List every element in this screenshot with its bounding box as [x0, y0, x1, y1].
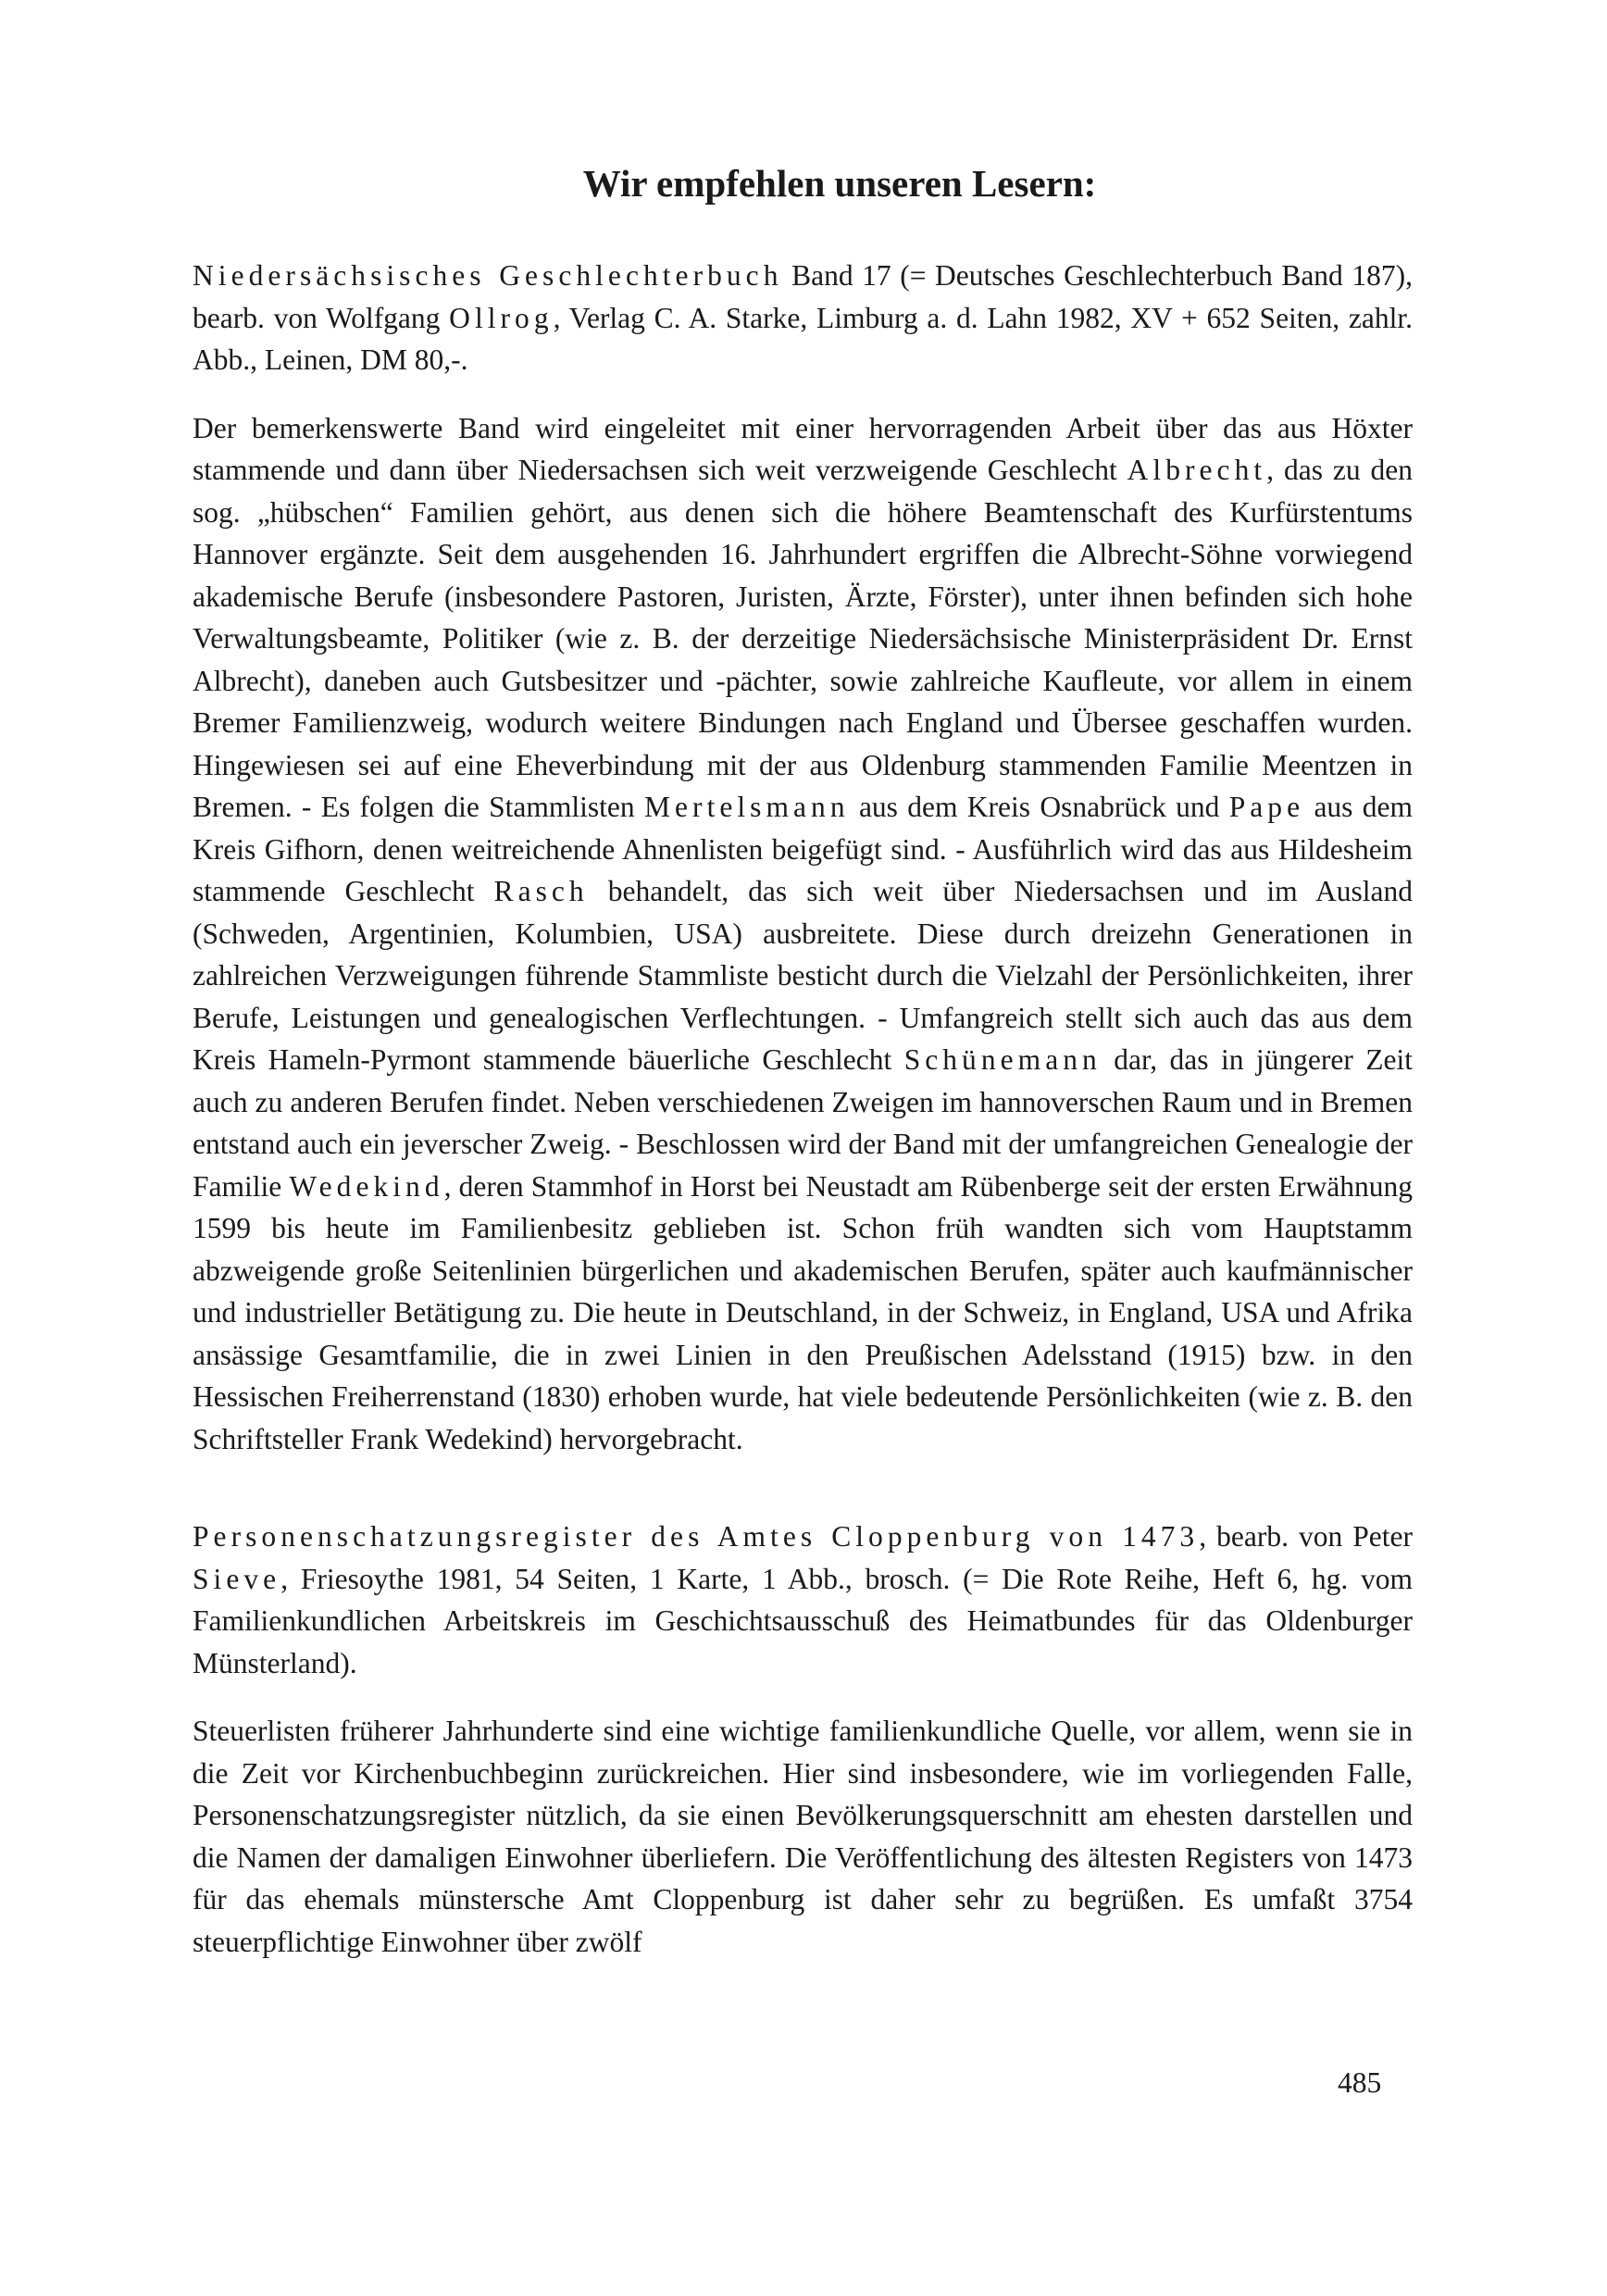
family-name-albrecht: Albrecht — [1127, 454, 1267, 486]
page-number: 485 — [1338, 2066, 1382, 2099]
review-2-book-title: Personenschatzungsregister des Amtes Cloppenburg von 1473 — [193, 1520, 1200, 1553]
review-1-book-title: Niedersächsisches Geschlechterbuch — [193, 259, 783, 292]
family-name-wedekind: Wedekind — [289, 1169, 444, 1203]
review-1-text-2: , das zu den sog. „hübschen“ Familien gehört, aus denen sich die höhere Beamtenschaft des Kurfürstentums Hannover ergänzte. Seit dem ausgehenden 16. Jahrhundert ergriffen die Albrecht-Söhne vorwiegend akademische Berufe (insbesondere Pastoren, Juristen, Ärzte, Förster), unter ihnen befinden sich hohe Verwaltungsbeamte, Politiker (wie z. B. der derzeitige Niedersächsische Ministerpräsident Dr. Ernst Albrecht), daneben auch Gutsbesitzer und -pächter, sowie zahlreiche Kaufleute, vor allem in einem Bremer Familienzweig, wodurch weitere Bindungen nach England und Übersee geschaffen wurden. Hingewiesen sei auf eine Eheverbindung mit der aus Oldenburg stammenden Familie Meentzen in Bremen. - Es folgen die Stammlisten — [193, 454, 1413, 823]
spacer — [193, 1460, 1413, 1516]
page-content — [193, 162, 1413, 1963]
review-1-text-3: aus dem Kreis Osnabrück und — [849, 791, 1229, 823]
review-1-text-4: aus dem Kreis Gifhorn, denen weitreichende Ahnenlisten beigefügt sind. - Ausführlich wird das aus Hildesheim stammende Geschlecht — [193, 791, 1413, 907]
family-name-rasch: Rasch — [493, 875, 589, 907]
review-2-editor: Sieve — [193, 1562, 281, 1595]
review-2-citation-text-b: , Friesoythe 1981, 54 Seiten, 1 Karte, 1 Abb., brosch. (= Die Rote Reihe, Heft 6, hg. vom Familienkundlichen Arbeitskreis im Geschichtsausschuß des Heimatbundes für das Oldenburger Münsterland). — [193, 1562, 1413, 1679]
review-1-text-1: Der bemerkenswerte Band wird eingeleitet mit einer hervorragenden Arbeit über das aus Höxter stammende und dann über Niedersachsen sich weit verzweigende Geschlecht — [193, 411, 1413, 486]
review-1-text-5: behandelt, das sich weit über Niedersachsen und im Ausland (Schweden, Argentinien, Kolumbien, USA) ausbreitete. Diese durch dreizehn Generationen in zahlreichen Verzweigungen führende Stammliste besticht durch die Vielzahl der Persönlichkeiten, ihrer Berufe, Leistungen und genealogischen Verflechtungen. - Umfangreich stellt sich auch das aus dem Kreis Hameln-Pyrmont stammende bäuerliche Geschlecht — [193, 875, 1413, 1076]
spacer — [193, 1684, 1413, 1710]
review-2-body: Steuerlisten früherer Jahrhunderte sind eine wichtige familienkundliche Quelle, vor allem, wenn sie in die Zeit vor Kirchenbuchbeginn zurückreichen. Hier sind insbesondere, wie im vorliegenden Falle, Personenschatzungsregister nützlich, da sie einen Bevölkerungsquerschnitt am ehesten darstellen und die Namen der damaligen Einwohner überliefern. Die Veröffentlichung des ältesten Registers von 1473 für das ehemals münstersche Amt Cloppenburg ist daher sehr zu begrüßen. Es umfaßt 3754 steuerpflichtige Einwohner über zwölf — [193, 1715, 1413, 1958]
review-1-citation — [193, 255, 1413, 381]
review-2-citation-text-a: , bearb. von Peter — [1199, 1520, 1413, 1553]
review-1-body — [193, 407, 1413, 1461]
family-name-mertelsmann: Mertelsmann — [643, 791, 850, 823]
family-name-pape: Pape — [1228, 791, 1305, 823]
review-2-citation — [193, 1516, 1413, 1684]
review-1-editor: Ollrog — [449, 301, 554, 334]
review-1-citation-text-b: , Verlag C. A. Starke, Limburg a. d. Lahn 1982, XV + 652 Seiten, zahlr. Abb., Leinen, DM 80,-. — [193, 301, 1413, 376]
family-name-schuenemann: Schünemann — [903, 1043, 1102, 1076]
review-1-citation-text-a: Band 17 (= Deutsches Geschlechterbuch Band 187), bearb. von Wolfgang — [193, 259, 1413, 334]
review-1-text-6: dar, das in jüngerer Zeit auch zu anderen Berufen findet. Neben verschiedenen Zweigen im hannoverschen Raum und in Bremen entstand auch ein jeverscher Zweig. - Beschlossen wird der Band mit der umfangreichen Genealogie der Familie — [193, 1043, 1413, 1203]
page-heading: Wir empfehlen unseren Lesern: — [582, 162, 1097, 205]
review-1-text-7: , deren Stammhof in Horst bei Neustadt am Rübenberge seit der ersten Erwähnung 1599 bis heute im Familienbesitz geblieben ist. Schon früh wandten sich vom Hauptstamm abzweigende große Seitenlinien bürgerlichen und akademischen Berufen, später auch kaufmännischer und industrieller Betätigung zu. Die heute in Deutschland, in der Schweiz, in England, USA und Afrika ansässige Gesamtfamilie, die in zwei Linien in den Preußischen Adelsstand (1915) bzw. in den Hessischen Freiherrenstand (1830) erhoben wurde, hat viele bedeutende Persönlichkeiten (wie z. B. den Schriftsteller Frank Wedekind) hervorgebracht. — [193, 1169, 1413, 1455]
spacer — [193, 381, 1413, 407]
